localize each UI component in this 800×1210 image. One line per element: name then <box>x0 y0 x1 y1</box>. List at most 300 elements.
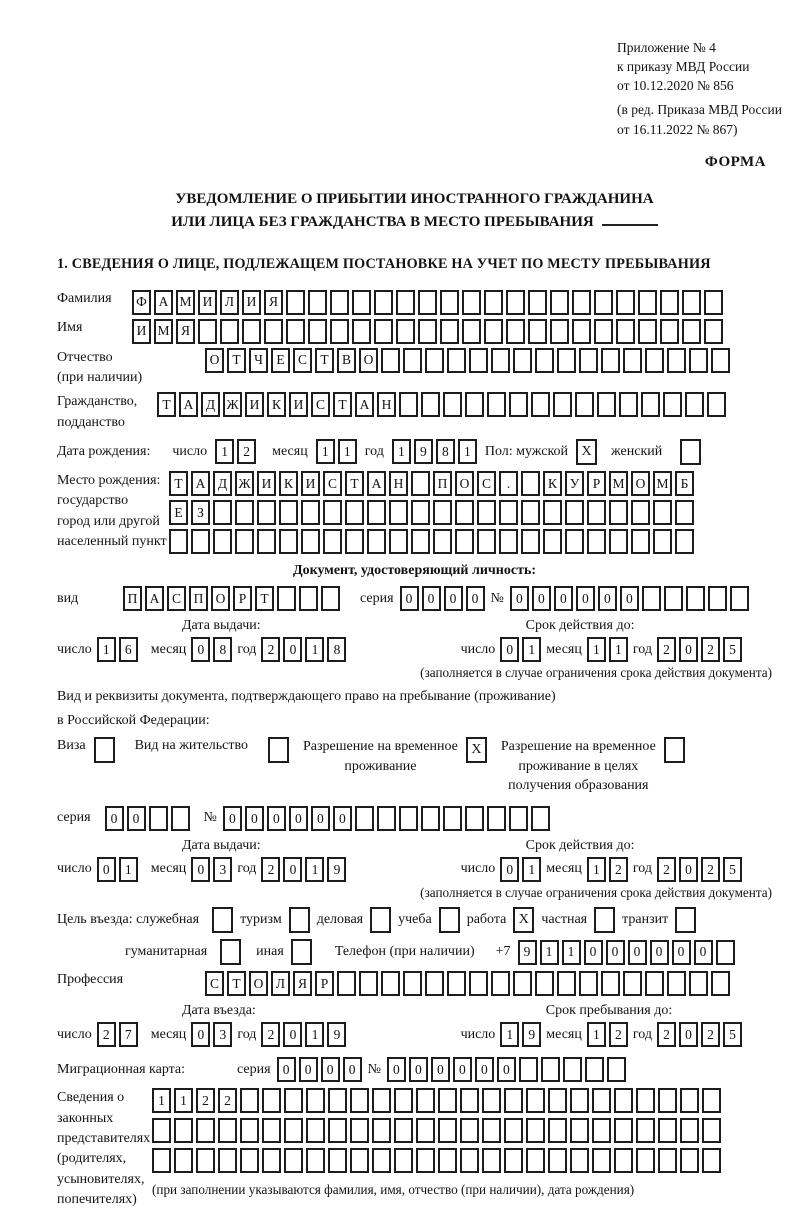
char-cell[interactable]: 3 <box>213 1022 232 1047</box>
char-cell[interactable] <box>425 348 444 373</box>
char-cell[interactable]: 0 <box>672 940 691 965</box>
char-cell[interactable] <box>526 1118 545 1143</box>
char-cell[interactable]: 2 <box>261 637 280 662</box>
char-cell[interactable] <box>557 971 576 996</box>
char-cell[interactable] <box>262 1088 281 1113</box>
char-cell[interactable]: 1 <box>316 439 335 464</box>
char-cell[interactable] <box>469 971 488 996</box>
char-cell[interactable] <box>482 1118 501 1143</box>
char-cell[interactable] <box>585 1057 604 1082</box>
char-cell[interactable]: 0 <box>431 1057 450 1082</box>
char-cell[interactable] <box>152 1118 171 1143</box>
char-cell[interactable]: Я <box>293 971 312 996</box>
char-cell[interactable] <box>704 319 723 344</box>
char-cell[interactable] <box>301 529 320 554</box>
char-cell[interactable] <box>636 1118 655 1143</box>
char-cell[interactable] <box>328 1088 347 1113</box>
char-cell[interactable] <box>499 500 518 525</box>
char-cell[interactable] <box>198 319 217 344</box>
char-cell[interactable] <box>541 1057 560 1082</box>
char-cell[interactable] <box>213 529 232 554</box>
purpose-private-checkbox[interactable] <box>594 907 615 933</box>
char-cell[interactable]: 1 <box>392 439 411 464</box>
char-cell[interactable] <box>462 290 481 315</box>
char-cell[interactable]: К <box>267 392 286 417</box>
char-cell[interactable]: 0 <box>679 637 698 662</box>
char-cell[interactable]: А <box>179 392 198 417</box>
char-cell[interactable] <box>399 806 418 831</box>
char-cell[interactable] <box>663 392 682 417</box>
char-cell[interactable] <box>526 1148 545 1173</box>
char-cell[interactable] <box>531 392 550 417</box>
char-cell[interactable] <box>421 392 440 417</box>
char-cell[interactable]: 1 <box>152 1088 171 1113</box>
char-cell[interactable] <box>548 1148 567 1173</box>
char-cell[interactable] <box>711 348 730 373</box>
char-cell[interactable] <box>616 319 635 344</box>
char-cell[interactable] <box>711 971 730 996</box>
char-cell[interactable] <box>381 348 400 373</box>
char-cell[interactable] <box>594 290 613 315</box>
char-cell[interactable]: 0 <box>500 857 519 882</box>
char-cell[interactable] <box>506 319 525 344</box>
char-cell[interactable] <box>240 1148 259 1173</box>
male-checkbox[interactable]: X <box>576 439 597 465</box>
char-cell[interactable]: Т <box>227 348 246 373</box>
char-cell[interactable] <box>350 1148 369 1173</box>
char-cell[interactable]: К <box>279 471 298 496</box>
char-cell[interactable] <box>286 319 305 344</box>
char-cell[interactable] <box>321 586 340 611</box>
char-cell[interactable]: Ф <box>132 290 151 315</box>
char-cell[interactable] <box>306 1118 325 1143</box>
char-cell[interactable] <box>645 971 664 996</box>
char-cell[interactable] <box>572 319 591 344</box>
char-cell[interactable] <box>587 529 606 554</box>
char-cell[interactable] <box>418 290 437 315</box>
char-cell[interactable] <box>433 529 452 554</box>
char-cell[interactable] <box>504 1088 523 1113</box>
char-cell[interactable]: 2 <box>261 857 280 882</box>
char-cell[interactable]: 0 <box>223 806 242 831</box>
char-cell[interactable]: М <box>154 319 173 344</box>
char-cell[interactable] <box>550 290 569 315</box>
char-cell[interactable] <box>521 471 540 496</box>
char-cell[interactable]: 0 <box>510 586 529 611</box>
char-cell[interactable]: 9 <box>518 940 537 965</box>
char-cell[interactable]: Ж <box>235 471 254 496</box>
char-cell[interactable] <box>374 319 393 344</box>
char-cell[interactable] <box>563 1057 582 1082</box>
char-cell[interactable]: 2 <box>657 1022 676 1047</box>
char-cell[interactable]: 8 <box>213 637 232 662</box>
char-cell[interactable]: 2 <box>609 857 628 882</box>
char-cell[interactable] <box>519 1057 538 1082</box>
char-cell[interactable]: А <box>145 586 164 611</box>
char-cell[interactable] <box>418 319 437 344</box>
char-cell[interactable]: . <box>499 471 518 496</box>
char-cell[interactable]: П <box>433 471 452 496</box>
char-cell[interactable] <box>548 1118 567 1143</box>
char-cell[interactable] <box>416 1118 435 1143</box>
char-cell[interactable] <box>411 471 430 496</box>
char-cell[interactable]: Б <box>675 471 694 496</box>
char-cell[interactable]: 9 <box>327 1022 346 1047</box>
char-cell[interactable] <box>374 290 393 315</box>
char-cell[interactable]: 1 <box>305 1022 324 1047</box>
char-cell[interactable] <box>301 500 320 525</box>
char-cell[interactable]: 0 <box>679 1022 698 1047</box>
char-cell[interactable] <box>372 1088 391 1113</box>
char-cell[interactable] <box>213 500 232 525</box>
char-cell[interactable]: Л <box>220 290 239 315</box>
char-cell[interactable] <box>389 529 408 554</box>
char-cell[interactable] <box>642 586 661 611</box>
char-cell[interactable]: С <box>205 971 224 996</box>
char-cell[interactable] <box>447 971 466 996</box>
char-cell[interactable] <box>377 806 396 831</box>
char-cell[interactable]: 0 <box>387 1057 406 1082</box>
char-cell[interactable]: 9 <box>522 1022 541 1047</box>
char-cell[interactable] <box>367 529 386 554</box>
char-cell[interactable] <box>462 319 481 344</box>
char-cell[interactable] <box>411 529 430 554</box>
char-cell[interactable]: П <box>189 586 208 611</box>
char-cell[interactable] <box>592 1118 611 1143</box>
char-cell[interactable] <box>284 1118 303 1143</box>
char-cell[interactable] <box>526 1088 545 1113</box>
char-cell[interactable] <box>570 1148 589 1173</box>
char-cell[interactable]: 0 <box>576 586 595 611</box>
char-cell[interactable] <box>660 319 679 344</box>
char-cell[interactable]: 8 <box>436 439 455 464</box>
char-cell[interactable] <box>396 290 415 315</box>
char-cell[interactable]: И <box>198 290 217 315</box>
char-cell[interactable] <box>372 1118 391 1143</box>
char-cell[interactable] <box>579 971 598 996</box>
char-cell[interactable] <box>614 1118 633 1143</box>
purpose-official-checkbox[interactable] <box>212 907 233 933</box>
char-cell[interactable]: К <box>543 471 562 496</box>
char-cell[interactable]: 1 <box>587 637 606 662</box>
char-cell[interactable] <box>174 1148 193 1173</box>
char-cell[interactable]: 0 <box>606 940 625 965</box>
char-cell[interactable] <box>638 319 657 344</box>
residence-permit-checkbox[interactable] <box>268 737 289 763</box>
char-cell[interactable] <box>477 529 496 554</box>
char-cell[interactable] <box>704 290 723 315</box>
char-cell[interactable] <box>440 319 459 344</box>
char-cell[interactable]: П <box>123 586 142 611</box>
char-cell[interactable]: 1 <box>522 857 541 882</box>
char-cell[interactable] <box>557 348 576 373</box>
char-cell[interactable] <box>218 1118 237 1143</box>
char-cell[interactable]: 2 <box>657 857 676 882</box>
char-cell[interactable] <box>345 500 364 525</box>
char-cell[interactable]: 2 <box>609 1022 628 1047</box>
char-cell[interactable] <box>645 348 664 373</box>
char-cell[interactable] <box>330 290 349 315</box>
char-cell[interactable]: 0 <box>191 637 210 662</box>
char-cell[interactable] <box>169 529 188 554</box>
char-cell[interactable] <box>614 1148 633 1173</box>
char-cell[interactable] <box>262 1148 281 1173</box>
char-cell[interactable]: Т <box>345 471 364 496</box>
char-cell[interactable] <box>218 1148 237 1173</box>
char-cell[interactable]: И <box>289 392 308 417</box>
char-cell[interactable] <box>308 319 327 344</box>
char-cell[interactable] <box>685 392 704 417</box>
char-cell[interactable] <box>680 1148 699 1173</box>
char-cell[interactable]: 1 <box>562 940 581 965</box>
char-cell[interactable]: 1 <box>119 857 138 882</box>
char-cell[interactable] <box>279 529 298 554</box>
char-cell[interactable]: 0 <box>105 806 124 831</box>
char-cell[interactable]: С <box>477 471 496 496</box>
char-cell[interactable] <box>440 290 459 315</box>
char-cell[interactable]: Т <box>255 586 274 611</box>
char-cell[interactable] <box>323 529 342 554</box>
char-cell[interactable]: 0 <box>400 586 419 611</box>
char-cell[interactable] <box>262 1118 281 1143</box>
char-cell[interactable] <box>403 971 422 996</box>
char-cell[interactable]: 2 <box>701 637 720 662</box>
char-cell[interactable] <box>394 1148 413 1173</box>
char-cell[interactable]: 0 <box>283 857 302 882</box>
purpose-business-checkbox[interactable] <box>370 907 391 933</box>
char-cell[interactable]: 0 <box>409 1057 428 1082</box>
char-cell[interactable]: 0 <box>311 806 330 831</box>
char-cell[interactable]: 0 <box>444 586 463 611</box>
temp-residence-edu-checkbox[interactable] <box>664 737 685 763</box>
char-cell[interactable]: 0 <box>245 806 264 831</box>
char-cell[interactable] <box>667 971 686 996</box>
char-cell[interactable] <box>579 348 598 373</box>
char-cell[interactable]: 1 <box>174 1088 193 1113</box>
char-cell[interactable] <box>636 1148 655 1173</box>
char-cell[interactable]: Р <box>315 971 334 996</box>
char-cell[interactable] <box>279 500 298 525</box>
char-cell[interactable] <box>675 529 694 554</box>
char-cell[interactable] <box>403 348 422 373</box>
char-cell[interactable] <box>482 1088 501 1113</box>
char-cell[interactable]: О <box>205 348 224 373</box>
char-cell[interactable] <box>477 500 496 525</box>
char-cell[interactable]: Е <box>169 500 188 525</box>
char-cell[interactable] <box>553 392 572 417</box>
char-cell[interactable]: М <box>176 290 195 315</box>
char-cell[interactable]: Т <box>333 392 352 417</box>
char-cell[interactable]: 0 <box>97 857 116 882</box>
char-cell[interactable]: 0 <box>694 940 713 965</box>
char-cell[interactable] <box>499 529 518 554</box>
char-cell[interactable] <box>411 500 430 525</box>
char-cell[interactable] <box>350 1118 369 1143</box>
char-cell[interactable] <box>257 500 276 525</box>
char-cell[interactable] <box>337 971 356 996</box>
char-cell[interactable] <box>504 1118 523 1143</box>
char-cell[interactable] <box>601 348 620 373</box>
char-cell[interactable] <box>443 392 462 417</box>
char-cell[interactable] <box>570 1118 589 1143</box>
char-cell[interactable] <box>607 1057 626 1082</box>
char-cell[interactable] <box>707 392 726 417</box>
char-cell[interactable] <box>149 806 168 831</box>
char-cell[interactable]: 2 <box>237 439 256 464</box>
char-cell[interactable]: 0 <box>679 857 698 882</box>
char-cell[interactable] <box>196 1148 215 1173</box>
char-cell[interactable] <box>299 586 318 611</box>
char-cell[interactable] <box>487 806 506 831</box>
char-cell[interactable] <box>240 1118 259 1143</box>
char-cell[interactable] <box>455 529 474 554</box>
visa-checkbox[interactable] <box>94 737 115 763</box>
char-cell[interactable] <box>396 319 415 344</box>
char-cell[interactable]: 2 <box>657 637 676 662</box>
char-cell[interactable]: И <box>257 471 276 496</box>
char-cell[interactable]: 0 <box>453 1057 472 1082</box>
char-cell[interactable] <box>171 806 190 831</box>
char-cell[interactable] <box>575 392 594 417</box>
char-cell[interactable]: В <box>337 348 356 373</box>
char-cell[interactable]: О <box>211 586 230 611</box>
char-cell[interactable]: 6 <box>119 637 138 662</box>
char-cell[interactable] <box>614 1088 633 1113</box>
char-cell[interactable] <box>438 1148 457 1173</box>
char-cell[interactable]: 1 <box>522 637 541 662</box>
char-cell[interactable]: 0 <box>343 1057 362 1082</box>
char-cell[interactable]: Я <box>176 319 195 344</box>
char-cell[interactable]: Л <box>271 971 290 996</box>
char-cell[interactable] <box>680 1088 699 1113</box>
char-cell[interactable] <box>484 290 503 315</box>
char-cell[interactable] <box>465 392 484 417</box>
char-cell[interactable]: С <box>167 586 186 611</box>
char-cell[interactable] <box>352 319 371 344</box>
char-cell[interactable] <box>682 290 701 315</box>
char-cell[interactable] <box>641 392 660 417</box>
char-cell[interactable] <box>286 290 305 315</box>
female-checkbox[interactable] <box>680 439 701 465</box>
char-cell[interactable] <box>491 971 510 996</box>
char-cell[interactable] <box>631 529 650 554</box>
char-cell[interactable]: 9 <box>414 439 433 464</box>
char-cell[interactable] <box>548 1088 567 1113</box>
char-cell[interactable] <box>174 1118 193 1143</box>
char-cell[interactable]: О <box>631 471 650 496</box>
char-cell[interactable] <box>284 1148 303 1173</box>
char-cell[interactable] <box>565 529 584 554</box>
char-cell[interactable]: Т <box>227 971 246 996</box>
char-cell[interactable] <box>680 1118 699 1143</box>
char-cell[interactable] <box>682 319 701 344</box>
char-cell[interactable] <box>416 1148 435 1173</box>
char-cell[interactable]: 2 <box>218 1088 237 1113</box>
char-cell[interactable] <box>460 1088 479 1113</box>
char-cell[interactable]: Т <box>315 348 334 373</box>
char-cell[interactable]: Р <box>233 586 252 611</box>
char-cell[interactable] <box>660 290 679 315</box>
char-cell[interactable]: С <box>323 471 342 496</box>
char-cell[interactable] <box>521 500 540 525</box>
char-cell[interactable]: 3 <box>213 857 232 882</box>
purpose-transit-checkbox[interactable] <box>675 907 696 933</box>
char-cell[interactable]: И <box>245 392 264 417</box>
char-cell[interactable]: 2 <box>196 1088 215 1113</box>
char-cell[interactable] <box>658 1088 677 1113</box>
char-cell[interactable]: 2 <box>701 857 720 882</box>
char-cell[interactable] <box>264 319 283 344</box>
char-cell[interactable]: 0 <box>500 637 519 662</box>
char-cell[interactable] <box>609 500 628 525</box>
char-cell[interactable] <box>658 1118 677 1143</box>
char-cell[interactable] <box>394 1118 413 1143</box>
char-cell[interactable] <box>509 392 528 417</box>
char-cell[interactable]: Н <box>377 392 396 417</box>
char-cell[interactable] <box>367 500 386 525</box>
char-cell[interactable] <box>242 319 261 344</box>
char-cell[interactable]: 1 <box>97 637 116 662</box>
char-cell[interactable] <box>438 1118 457 1143</box>
char-cell[interactable]: 5 <box>723 1022 742 1047</box>
char-cell[interactable]: 0 <box>497 1057 516 1082</box>
char-cell[interactable]: Н <box>389 471 408 496</box>
purpose-tourism-checkbox[interactable] <box>289 907 310 933</box>
char-cell[interactable] <box>328 1118 347 1143</box>
char-cell[interactable]: З <box>191 500 210 525</box>
char-cell[interactable]: 1 <box>338 439 357 464</box>
char-cell[interactable]: 2 <box>97 1022 116 1047</box>
char-cell[interactable] <box>601 971 620 996</box>
char-cell[interactable]: Т <box>157 392 176 417</box>
char-cell[interactable] <box>531 806 550 831</box>
char-cell[interactable] <box>528 290 547 315</box>
char-cell[interactable] <box>235 529 254 554</box>
char-cell[interactable]: А <box>355 392 374 417</box>
char-cell[interactable]: М <box>609 471 628 496</box>
char-cell[interactable] <box>306 1088 325 1113</box>
char-cell[interactable] <box>521 529 540 554</box>
char-cell[interactable] <box>513 971 532 996</box>
char-cell[interactable] <box>619 392 638 417</box>
char-cell[interactable] <box>675 500 694 525</box>
char-cell[interactable] <box>277 586 296 611</box>
char-cell[interactable]: 1 <box>305 637 324 662</box>
char-cell[interactable] <box>636 1088 655 1113</box>
char-cell[interactable]: А <box>191 471 210 496</box>
char-cell[interactable]: 0 <box>532 586 551 611</box>
char-cell[interactable] <box>460 1118 479 1143</box>
char-cell[interactable] <box>592 1148 611 1173</box>
char-cell[interactable] <box>686 586 705 611</box>
char-cell[interactable] <box>572 290 591 315</box>
char-cell[interactable] <box>623 971 642 996</box>
char-cell[interactable]: 5 <box>723 637 742 662</box>
char-cell[interactable]: 0 <box>466 586 485 611</box>
char-cell[interactable] <box>352 290 371 315</box>
char-cell[interactable] <box>350 1088 369 1113</box>
char-cell[interactable] <box>609 529 628 554</box>
char-cell[interactable] <box>482 1148 501 1173</box>
char-cell[interactable] <box>421 806 440 831</box>
char-cell[interactable] <box>528 319 547 344</box>
char-cell[interactable]: Д <box>201 392 220 417</box>
char-cell[interactable]: 0 <box>267 806 286 831</box>
char-cell[interactable] <box>587 500 606 525</box>
char-cell[interactable] <box>257 529 276 554</box>
char-cell[interactable] <box>328 1148 347 1173</box>
char-cell[interactable] <box>597 392 616 417</box>
